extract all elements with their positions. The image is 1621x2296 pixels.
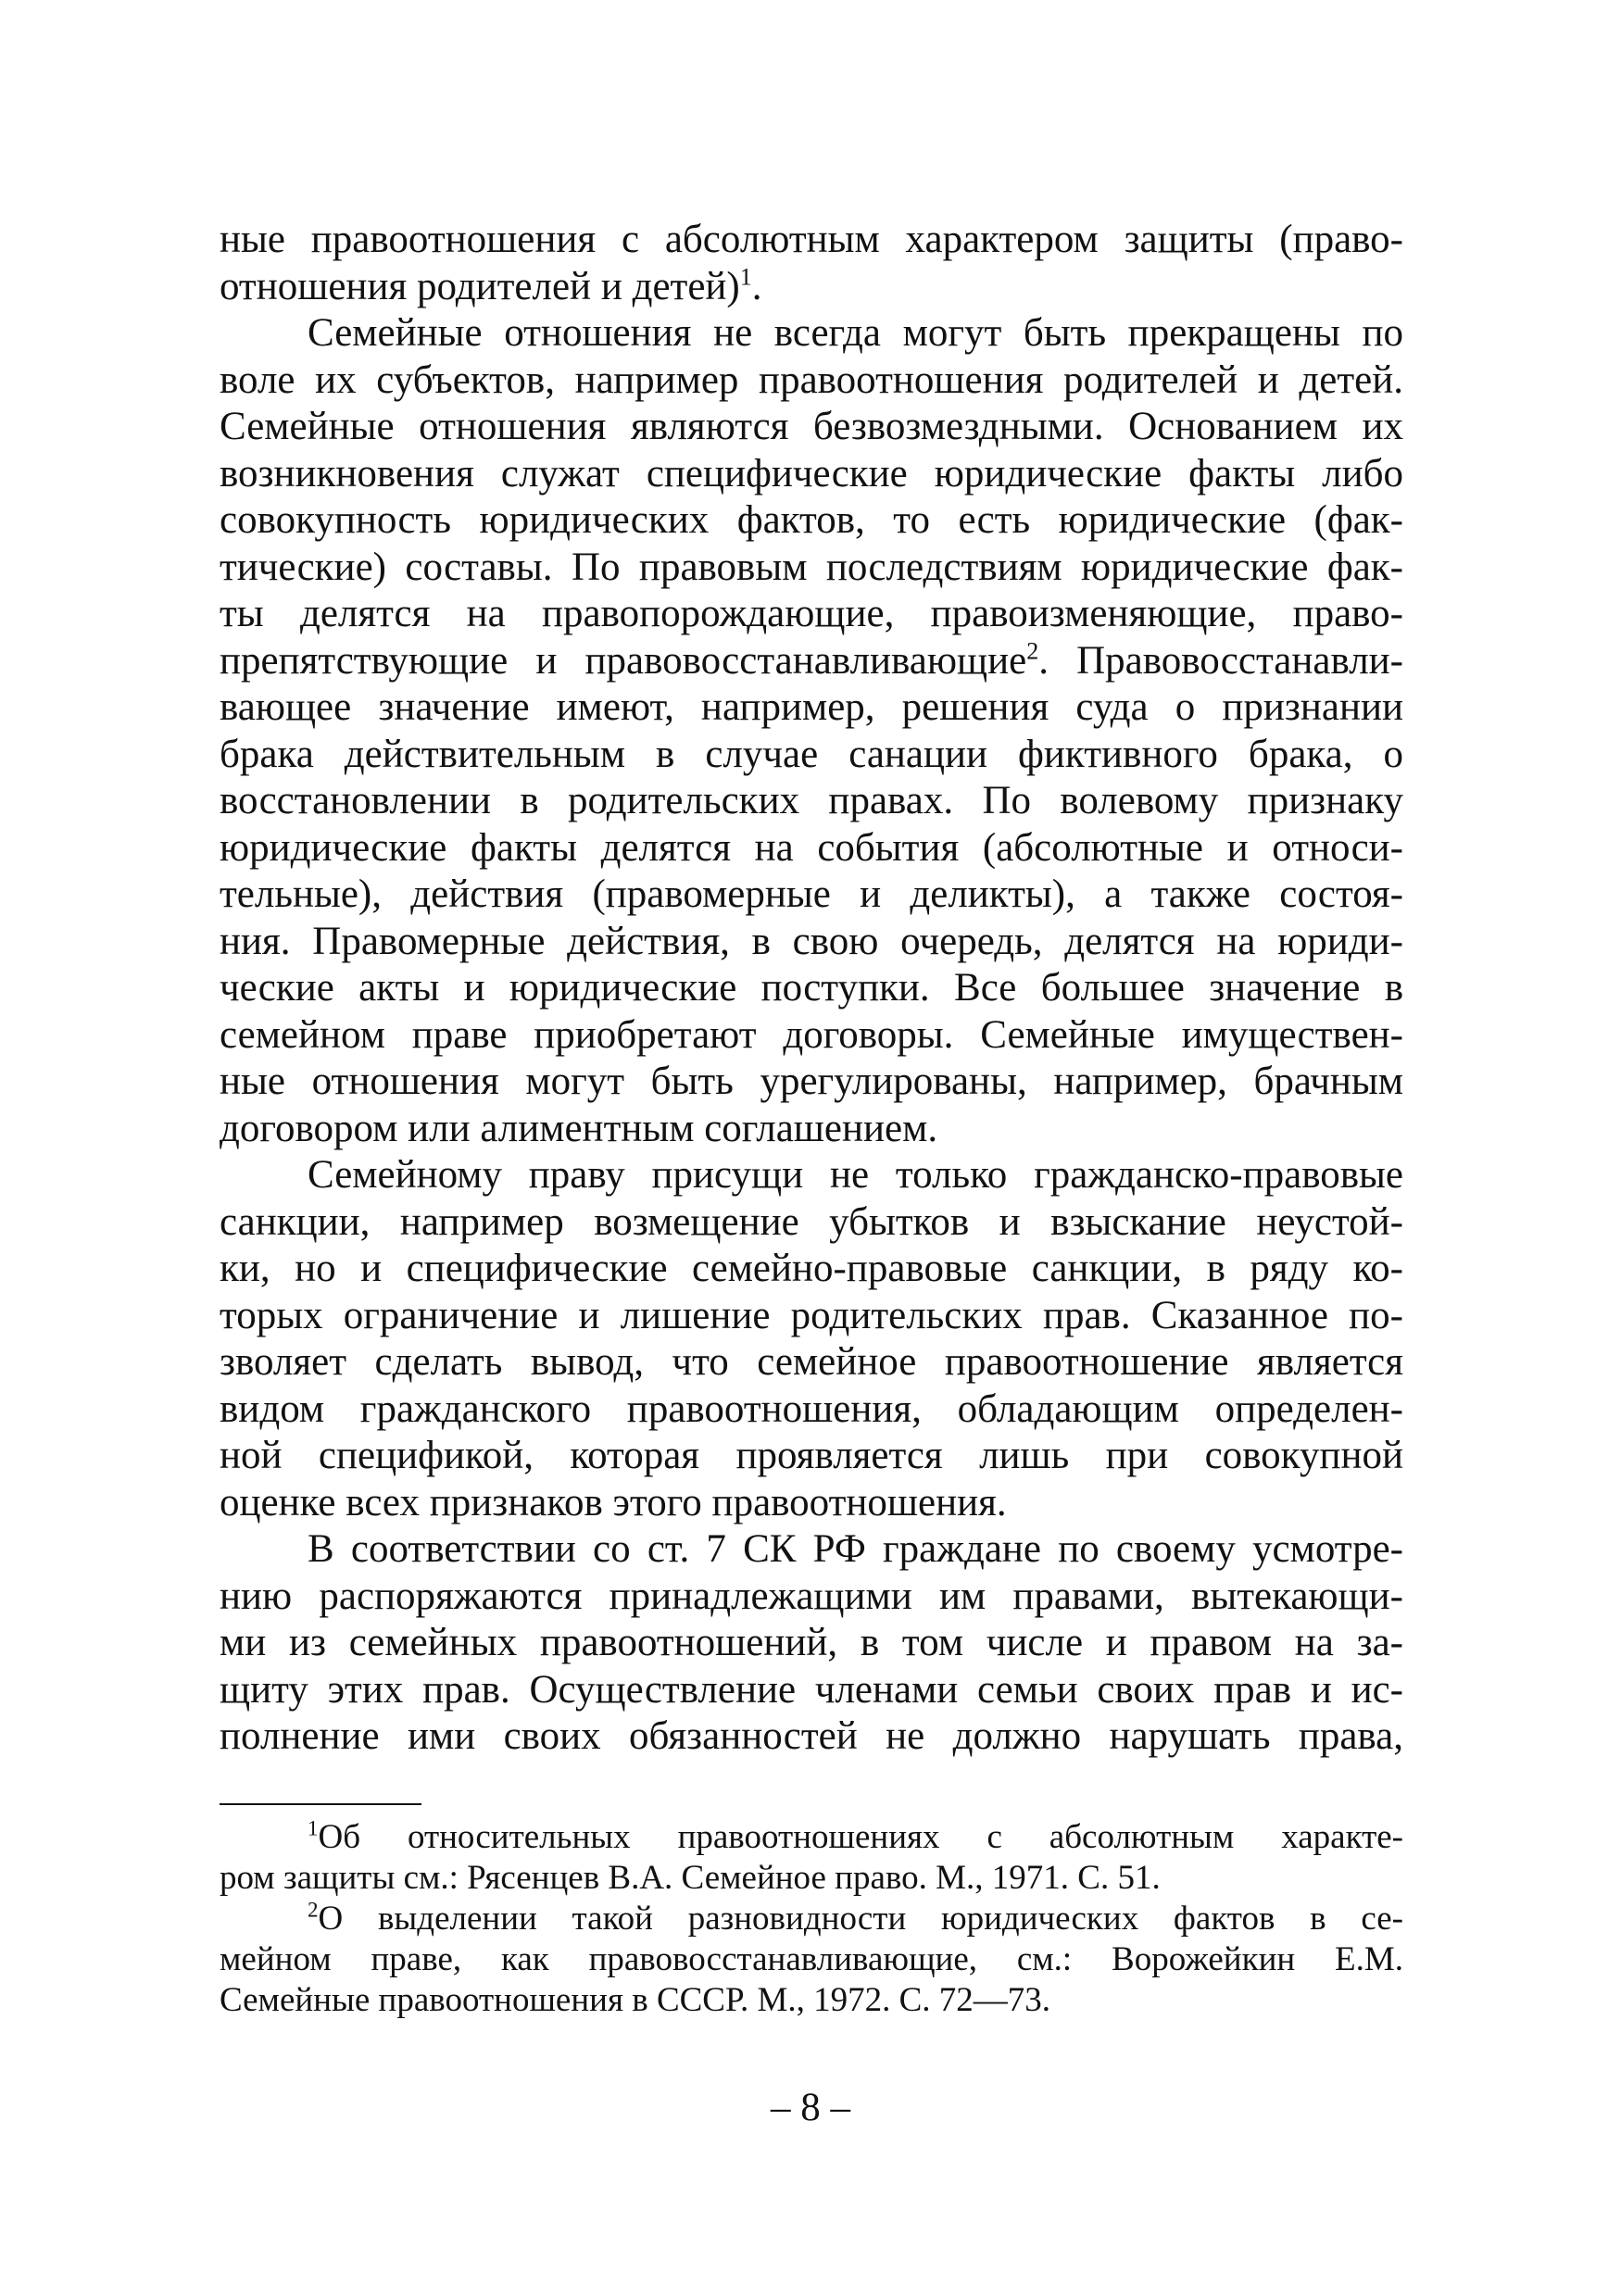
footnote-separator [220,1803,421,1805]
text-fragment: отношения родителей и детей) [220,264,740,308]
text-line: ные правоотношения с абсолютным характером защиты (право- [220,218,1403,261]
text-line: возникновения служат специфические юридические факты либо [220,451,1403,496]
footnote-2 [220,1899,1403,2021]
paragraph-3 [220,1152,1403,1526]
text-line: Семейному праву присущи не только гражданско-правовые [308,1153,1403,1197]
footnote-ref-2[interactable]: 2 [1026,637,1039,665]
text-line: восстановлении в родительских правах. По волевому признаку [220,779,1403,822]
text-line: ной спецификой, которая проявляется лишь при совокупной [220,1434,1403,1477]
text-line: тельные), действия (правомерные и деликты), а также состоя- [220,872,1403,916]
text-line [220,264,1403,311]
text-line: нию распоряжаются принадлежащими им правами, вытекающи- [220,1574,1403,1618]
paragraph-4 [220,1526,1403,1761]
text-line: ные отношения могут быть урегулированы, например, брачным [220,1060,1403,1103]
footnote-marker: 1 [308,1816,319,1840]
footnote-marker: 2 [308,1898,319,1922]
page-number: – 8 – [771,2086,850,2129]
text-line: полнение ими своих обязанностей не должно нарушать права, [220,1714,1403,1758]
text-line: вающее значение имеют, например, решения суда о признании [220,685,1403,729]
footnote-line: ром защиты см.: Рясенцев В.А. Семейное право. М., 1971. С. 51. [220,1859,1161,1897]
text-line: ми из семейных правоотношений, в том числе и правом на за- [220,1621,1403,1664]
text-line: ты делятся на правопорождающие, правоизменяющие, право- [220,592,1403,635]
text-line: семейном праве приобретают договоры. Семейные имуществен- [220,1012,1403,1057]
text-line: ния. Правомерные действия, в свою очередь, делятся на юриди- [220,919,1403,963]
text-line: ки, но и специфические семейно-правовые санкции, в ряду ко- [220,1247,1403,1290]
text-line: щиту этих прав. Осуществление членами семьи своих прав и ис- [220,1667,1403,1712]
text-line: оценке всех признаков этого правоотношения. [220,1480,1007,1524]
footnote-line: Семейные правоотношения в СССР. М., 1972. С. 72—73. [220,1981,1051,2019]
text-fragment: . Правовосстанавли- [1038,638,1403,683]
text-line: зволяет сделать вывод, что семейное правоотношение является [220,1340,1403,1384]
text-line: санкции, например возмещение убытков и взыскание неустой- [220,1199,1403,1244]
text-line: Семейные отношения являются безвозмездными. Основанием их [220,405,1403,448]
text-line: тические) составы. По правовым последствиям юридические фак- [220,545,1403,589]
paragraph-2 [220,310,1403,1152]
text-fragment: О выделении такой разновидности юридических фактов в се- [318,1900,1403,1938]
text-line: торых ограничение и лишение родительских прав. Сказанное по- [220,1293,1403,1337]
footnote-line: мейном праве, как правовосстанавливающие, см.: Ворожейкин Е.М. [220,1940,1403,1978]
text-line: совокупность юридических фактов, то есть юридические (фак- [220,498,1403,542]
text-fragment: Об относительных правоотношениях с абсолютным характе- [318,1818,1403,1856]
text-line: договором или алиментным соглашением. [220,1106,938,1150]
text-line: воле их субъектов, например правоотношения родителей и детей. [220,358,1403,402]
text-line: Семейные отношения не всегда могут быть прекращены по [308,311,1403,355]
footnote-line [220,1817,1403,1858]
footnote-ref-1[interactable]: 1 [739,263,752,291]
paragraph-1 [220,217,1403,310]
main-text [220,217,1403,1761]
footnote-line [220,1899,1403,1939]
text-line [220,638,1403,685]
text-line: В соответствии со ст. 7 СК РФ граждане по своему усмотре- [308,1527,1403,1571]
footnote-1 [220,1817,1403,1899]
text-line: видом гражданского правоотношения, обладающим определен- [220,1386,1403,1431]
text-line: юридические факты делятся на события (абсолютные и относи- [220,825,1403,870]
text-line: брака действительным в случае санации фиктивного брака, о [220,732,1403,776]
text-fragment: препятствующие и правовосстанавливающие [220,638,1027,683]
footnotes [220,1817,1403,2021]
text-fragment: . [751,264,762,308]
text-line: ческие акты и юридические поступки. Все большее значение в [220,966,1403,1010]
